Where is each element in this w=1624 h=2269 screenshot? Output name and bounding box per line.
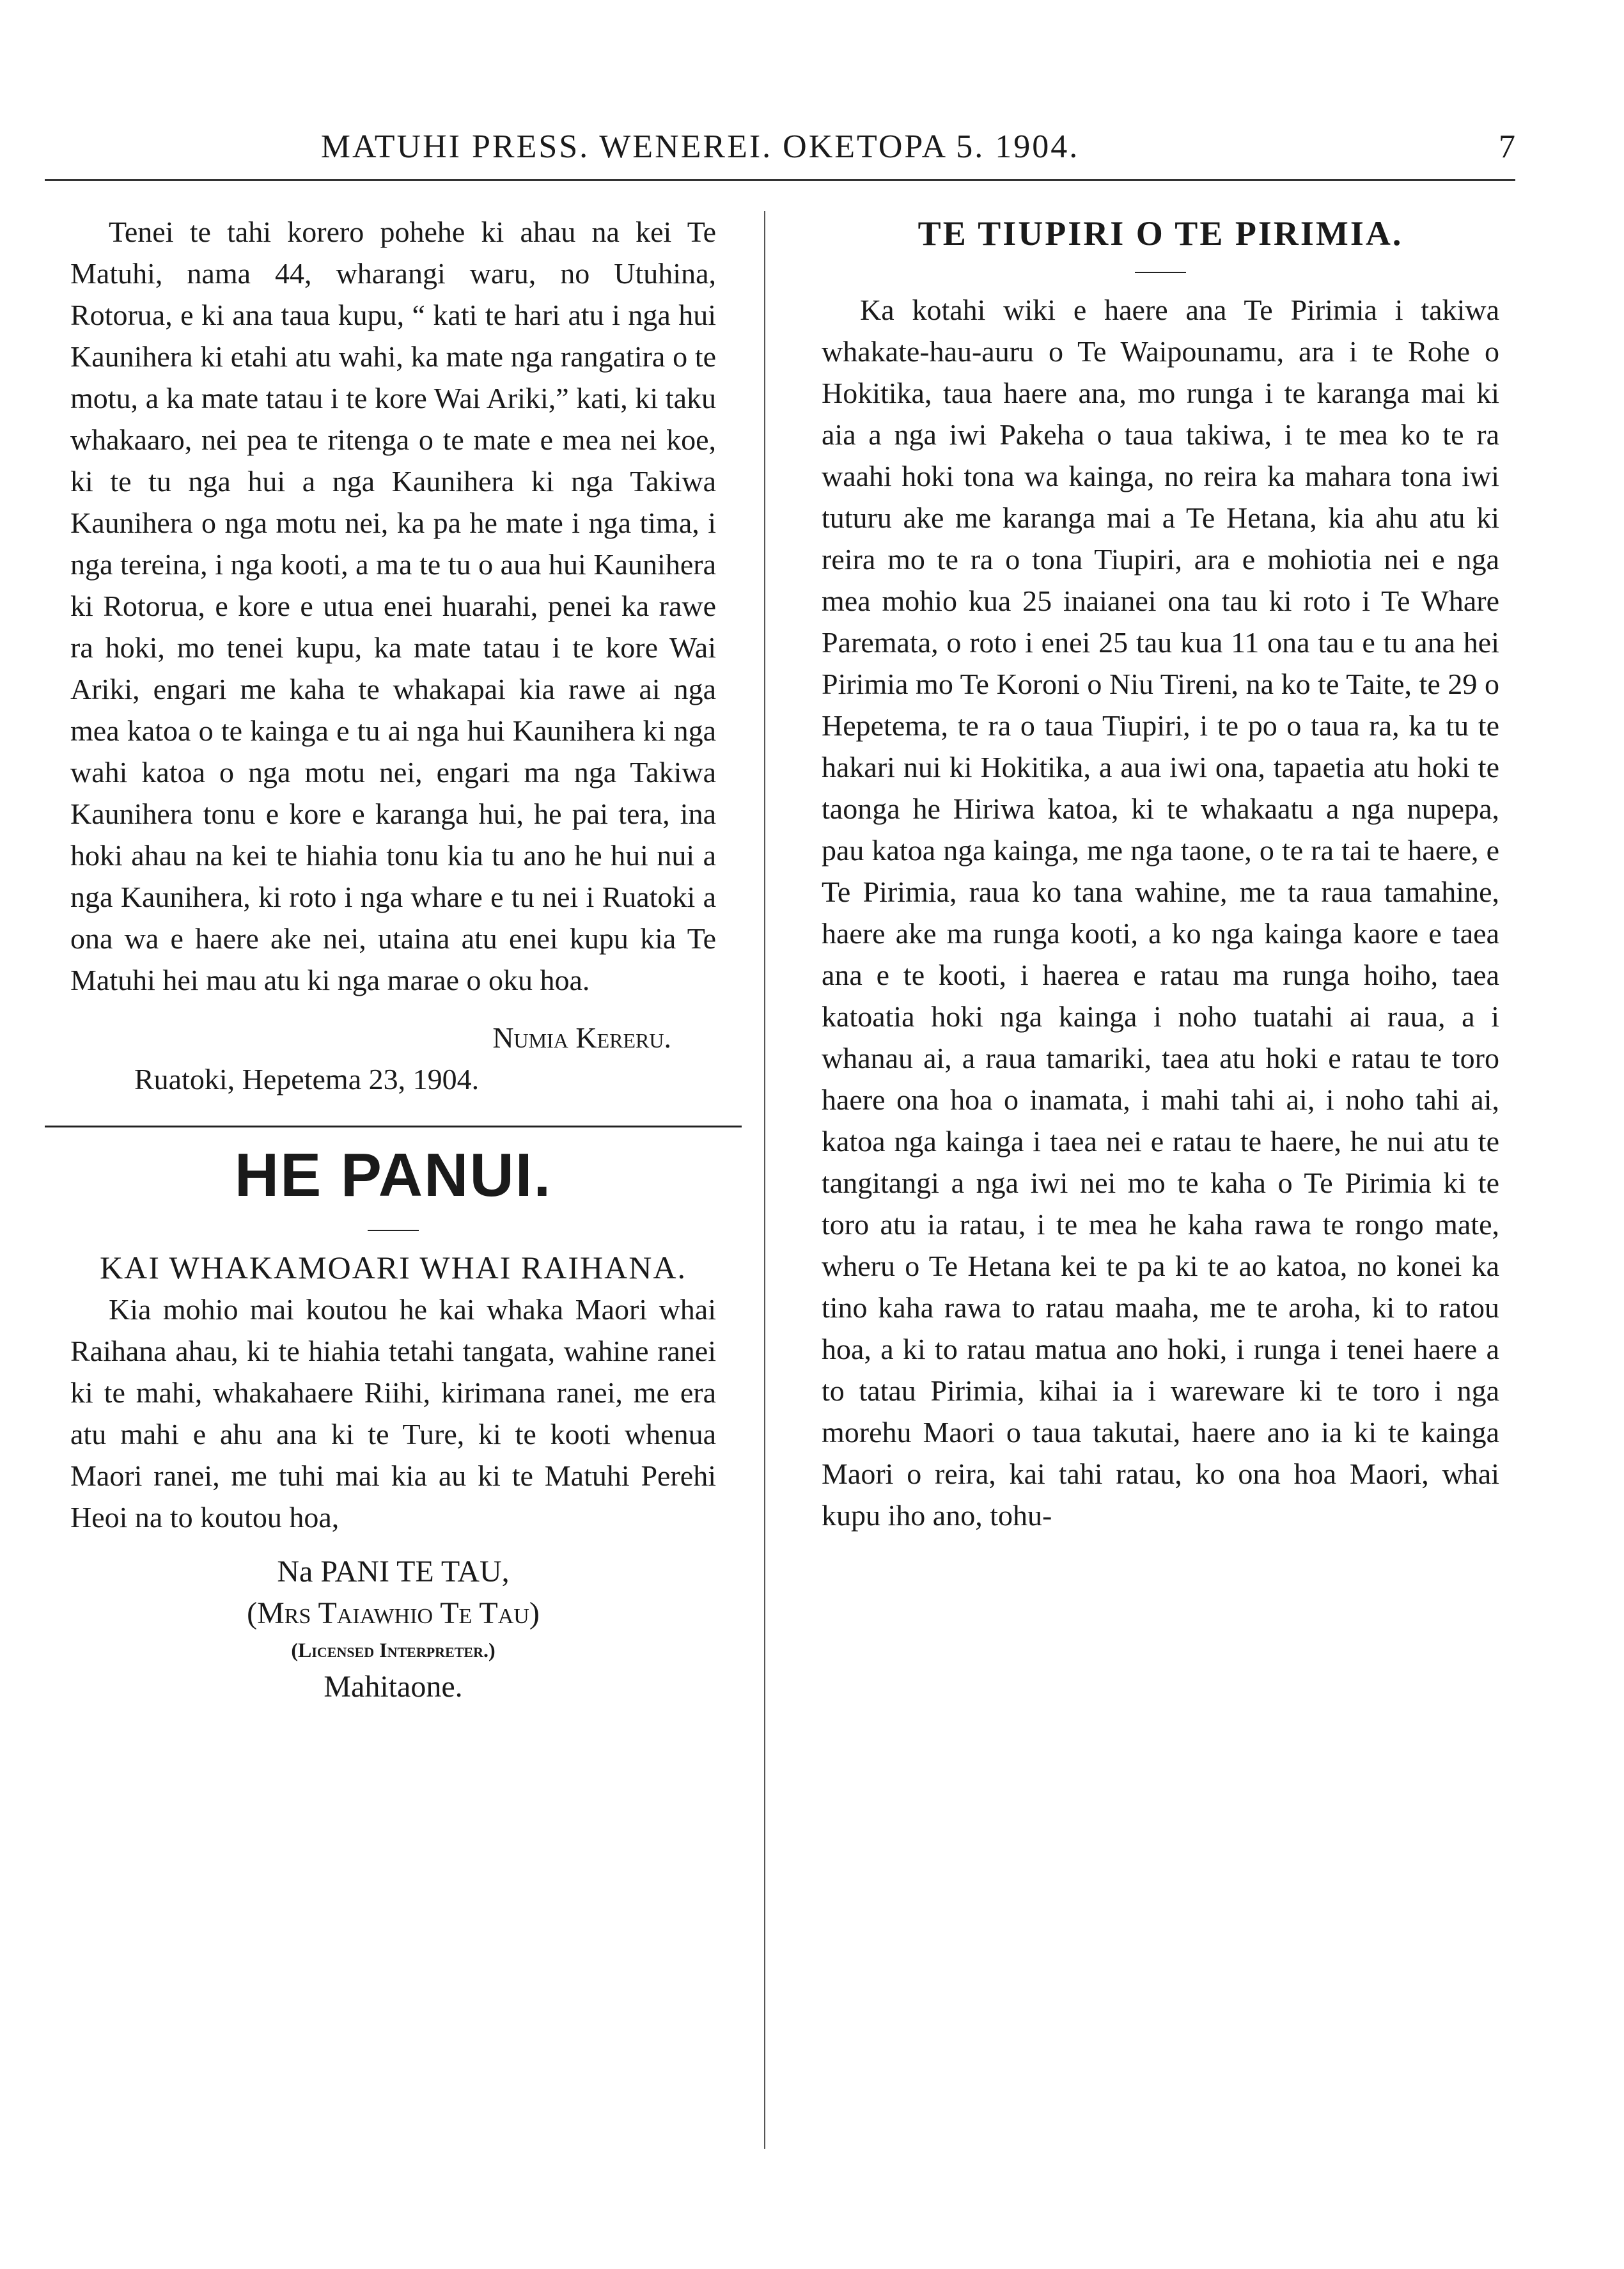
page-number: 7 bbox=[1499, 129, 1515, 165]
page-header bbox=[45, 122, 1515, 181]
notice-title: HE PANUI. bbox=[234, 1141, 552, 1209]
letter-signature: Numia Kereru. bbox=[492, 1021, 671, 1054]
notice-sign-role: (Licensed Interpreter.) bbox=[291, 1638, 496, 1661]
notice-sign-place: Mahitaone. bbox=[324, 1670, 463, 1704]
column-divider bbox=[764, 211, 765, 2149]
letter-dateline: Ruatoki, Hepetema 23, 1904. bbox=[134, 1063, 480, 1095]
right-column bbox=[822, 211, 1499, 1536]
notice-subheading: KAI WHAKAMOARI WHAI RAIHANA. bbox=[100, 1250, 687, 1285]
notice-sign-name: Na PANI TE TAU, bbox=[277, 1555, 510, 1589]
article-title: TE TIUPIRI O TE PIRIMIA. bbox=[917, 214, 1403, 253]
running-head: MATUHI PRESS. WENEREI. OKETOPA 5. 1904. bbox=[320, 129, 1080, 165]
article-body: Ka kotahi wiki e haere ana Te Pirimia i takiwa whakate-hau-auru o Te Waipounamu, ara i te Rohe o Hokitika, taua haere ana, mo runga i te karanga mai ki aia a nga iwi Pakeha o taua takiwa, i te mea ko te ra waahi hoki tona wa kainga, no reira ka mahara tona iwi tuturu ake me karanga mai a Te Hetana, kia ahu atu ki reira mo te ra o tona Tiupiri, ara e mohiotia nei e nga mea mohio kua 25 inaianei ona tau ki roto i Te Whare Paremata, o roto i enei 25 tau kua 11 ona tau e tu ana hei Pirimia mo Te Koroni o Niu Tireni, na ko te Taite, te 29 o Hepetema, te ra o taua Tiupiri, i te po o taua ra, ka tu te hakari nui ki Hokitika, a aua iwi ona, tapaetia atu hoki te taonga he Hiriwa katoa, ki te whakaatu a nga nupepa, pau katoa nga kainga, me nga taone, o te ra tai te haere, e Te Pirimia, raua ko tana wahine, me ta raua tamahine, haere ake ma runga kooti, a ko nga kainga kaore e taea ana e te kooti, i haerea e ratau ma runga hoiho, taea katoatia hoki nga kainga i noho tuatahi ai raua, a i whanau ai, a raua tamariki, taea atu hoki e ratau te toro haere ona hoa o inamata, i mahi tahi ai, i noho tahi ai, katoa nga kainga i taea nei e ratau te haere, he nui atu te tangitangi a nga iwi nei mo te kaha o Te Pirimia ki te toro atu ia ratau, i te mea he kaha rawa te rongo mate, wheru o Te Hetana kei te pa ki te ao katoa, no konei ka tino kaha rawa to ratau maaha, me te aroha, ki to ratou hoa, a ki to ratau matua ano hoki, i runga i tenei haere a to tatau Pirimia, kihai ia i wareware ki te toro i nga morehu Maori o taua takutai, haere ano ia ki te kainga Maori o reira, kai tahi ratau, ko ona hoa Maori, whai kupu iho ano, tohu- bbox=[822, 294, 1499, 1532]
title-rule bbox=[368, 1230, 419, 1231]
left-column bbox=[70, 211, 716, 1708]
letter-body: Tenei te tahi korero pohehe ki ahau na kei Te Matuhi, nama 44, wharangi waru, no Utuhina, Rotorua, e ki ana taua kupu, “ kati te hari atu i nga hui Kaunihera ki etahi atu wahi, ka mate nga rangatira o te motu, a ka mate tatau i te kore Wai Ariki,” kati, ki taku whakaaro, nei pea te ritenga o te mate e mea nei koe, ki te tu nga hui a nga Kaunihera ki nga Takiwa Kaunihera o nga motu nei, ka pa he mate i nga tima, i nga tereina, i nga kooti, a ma te tu o aua hui Kaunihera ki Rotorua, e kore e utua enei huarahi, penei ka rawe ra hoki, mo tenei kupu, ka mate tatau i te kore Wai Ariki, engari me kaha te whakapai kia rawe ai nga mea katoa o te kainga e tu ai nga hui Kaunihera ki nga wahi katoa o nga motu nei, engari ma nga Takiwa Kaunihera tonu e kore e karanga hui, he pai tera, ina hoki ahau na kei te hiahia tonu kia tu ano he hui nui a nga Kaunihera, ki roto i nga whare e tu nei i Ruatoki a ona wa e haere ake nei, utaina atu enei kupu kia Te Matuhi hei mau atu ki nga marae o oku hoa. bbox=[70, 216, 716, 996]
section-divider bbox=[45, 1126, 742, 1127]
notice-sign-alias: (Mrs Taiawhio Te Tau) bbox=[247, 1596, 540, 1630]
article-title-rule bbox=[1135, 272, 1186, 273]
notice-body: Kia mohio mai koutou he kai whaka Maori whai Raihana ahau, ki te hiahia tetahi tangata, wahine ranei ki te mahi, whakahaere Riihi, kirimana ranei, me era atu mahi e ahu ana ki te Ture, ki te kooti whenua Maori ranei, me tuhi mai kia au ki te Matuhi Perehi Heoi na to koutou hoa, bbox=[70, 1293, 716, 1534]
